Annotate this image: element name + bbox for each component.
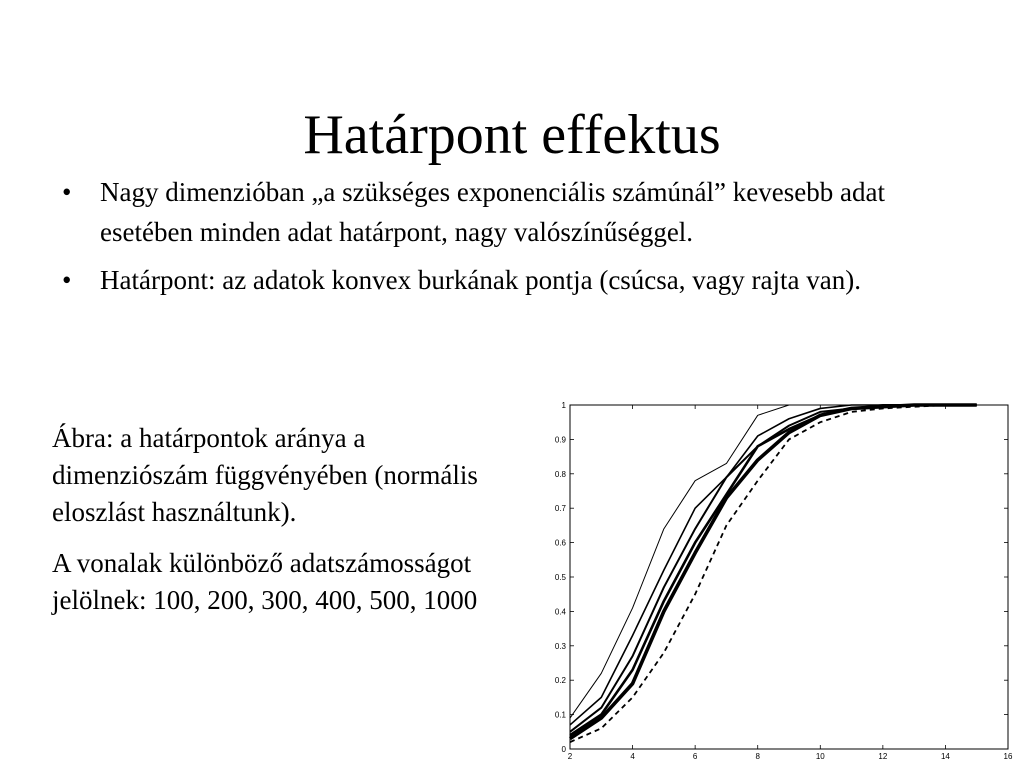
boundary-ratio-chart (540, 395, 1020, 765)
x-tick-label: 8 (755, 752, 760, 761)
y-tick-label: 0.9 (554, 435, 566, 445)
y-tick-label: 0.7 (554, 504, 566, 514)
figure-caption (52, 420, 522, 633)
bullet-item (62, 172, 942, 252)
y-tick-label: 0.2 (554, 676, 566, 686)
y-tick-label: 0.8 (554, 469, 566, 479)
bullet-item (62, 260, 942, 300)
bullet-text: Nagy dimenzióban „a szükséges exponenciális számúnál” kevesebb adat esetében minden adat határpont, nagy valószínűséggel. (100, 177, 885, 247)
slide-title: Határpont effektus (303, 104, 721, 166)
bullet-text: Határpont: az adatok konvex burkának pontja (csúcsa, vagy rajta van). (100, 265, 861, 295)
y-tick-label: 1 (561, 401, 566, 410)
series-line-500 (570, 405, 977, 739)
series-line-1000 (570, 405, 977, 742)
caption-paragraph: Ábra: a határpontok aránya a dimenziószám függvényében (normális eloszlást használtunk). (52, 423, 478, 527)
y-tick-label: 0.4 (554, 607, 566, 617)
y-tick-label: 0.6 (554, 538, 566, 548)
y-tick-label: 0.5 (554, 573, 566, 582)
caption-paragraph: A vonalak különböző adatszámosságot jelölnek: 100, 200, 300, 400, 500, 1000 (52, 548, 478, 615)
x-tick-label: 6 (692, 752, 698, 761)
y-tick-label: 0 (561, 745, 566, 754)
x-tick-label: 16 (1003, 752, 1013, 761)
x-tick-label: 10 (815, 752, 825, 761)
x-tick-label: 12 (878, 752, 888, 761)
plot-frame (570, 405, 1008, 749)
x-tick-label: 4 (630, 752, 635, 761)
series-line-200 (570, 405, 977, 725)
y-tick-label: 0.1 (554, 710, 566, 720)
bullet-dot-icon: • (62, 177, 72, 207)
x-tick-label: 2 (567, 752, 573, 761)
x-tick-label: 14 (940, 752, 950, 761)
bullet-list (62, 172, 942, 308)
y-tick-label: 0.3 (554, 641, 566, 651)
bullet-dot-icon: • (62, 265, 72, 295)
